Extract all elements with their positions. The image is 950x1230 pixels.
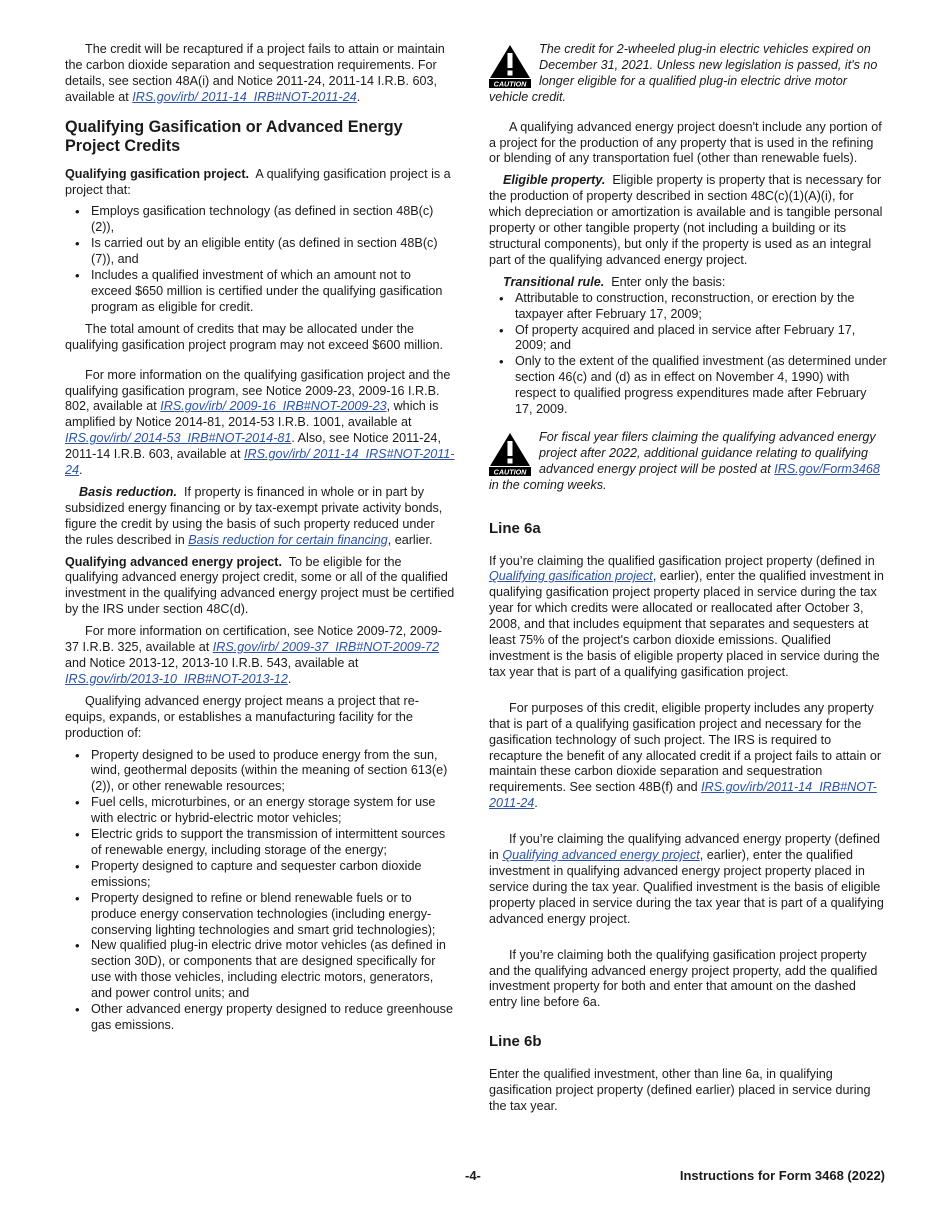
means-list [65, 748, 455, 1034]
list-item: • Includes a qualified investment of which an amount not to exceed $650 million is certified under the qualifying gasification program as eligible for credit. [65, 268, 455, 316]
list-item: • Electric grids to support the transmission of intermittent sources of renewable energy, including storage of the energy; [65, 827, 455, 859]
transitional-paragraph: Transitional rule. Enter only the basis: [503, 274, 726, 289]
list-item: • Other advanced energy property designed to reduce greenhouse gas emissions. [65, 1002, 455, 1034]
advanced-energy-paragraph: If you’re claiming the qualifying advanced energy property (defined in Qualifying advanced energy project, earlier), enter the qualified investment in qualifying advanced energy project property placed in service during the tax year. Qualified investment is the basis of eligible property placed in service during the tax year that is part of a qualifying advanced energy project. [489, 832, 884, 926]
link-notice-2011-24-c[interactable]: IRS.gov/irb/2011-14_IRB#NOT-2011-24 [489, 780, 877, 811]
caution-icon [489, 432, 531, 476]
eligible-run-in-head: Eligible property. [503, 173, 606, 188]
list-item: • Attributable to construction, reconstruction, or erection by the taxpayer after February 17, 2009; [489, 291, 887, 323]
qaep-paragraph: Qualifying advanced energy project. To be eligible for the qualifying advanced energy project credit, some or all of the qualified investment in the qualifying advanced energy project must be certified by the IRS under section 48C(d). [65, 554, 455, 617]
purposes-paragraph: For purposes of this credit, eligible property includes any property that is part of a qualifying gasification project and necessary for the gasification technology of such project. The IRS is required to recapture the benefit of any allocated credit if a project fails to attain or maintain these carbon dioxide separation and sequestration requirements. See section 48B(f) and IRS.gov/irb/2011-14_IRB#NOT-2011-24. [489, 700, 882, 811]
line-6a-paragraph: If you’re claiming the qualified gasification project property (defined in Qualifying gasification project, earlier), enter the qualified investment in qualifying gasification project property placed in service during the tax year for which credits were allocated or reallocated after October 3, 2008, and that includes equipment that separates and sequesters at least 75% of the project's carbon dioxide emissions. Qualified investment is the basis of eligible property placed in service during the tax year that is part of a qualifying gasification project. [489, 553, 884, 679]
line-6b-heading: Line 6b [489, 1033, 542, 1051]
form-title: Instructions for Form 3468 (2022) [679, 1168, 885, 1183]
list-item: • Of property acquired and placed in service after February 17, 2009; and [489, 323, 887, 355]
left-column [65, 42, 455, 1040]
caution-box-fiscal: CAUTION For fiscal year filers claiming the qualifying advanced energy project after 2022, additional guidance relating to qualifying advanced energy project will be posted at IRS.gov/Form3468 in the coming weeks. [489, 429, 880, 492]
list-item: • Property designed to be used to produce energy from the sun, wind, geothermal deposits (within the meaning of section 613(e)(2)), or other renewable resources; [65, 748, 455, 796]
link-notice-2014-81[interactable]: IRS.gov/irb/ 2014-53_IRB#NOT-2014-81 [65, 431, 292, 446]
link-notice-2011-24[interactable]: IRS.gov/irb/ 2011-14_IRB#NOT-2011-24 [132, 89, 357, 104]
qaep-run-in-head: Qualifying advanced energy project. [65, 554, 282, 569]
more-info-paragraph: For more information on the qualifying gasification project and the qualifying gasification program, see Notice 2009-23, 2009-16 I.R.B. 802, available at IRS.gov/irb/ 2009-16_IRB#NOT-2009-23, which is amplified by Notice 2014-81, 2014-53 I.R.B. 1001, available at IRS.gov/irb/ 2014-53_IRB#NOT-2014-81. Also, see Notice 2011-24, 2011-14 I.R.B. 603, available at IRS.gov/irb/ 2011-14_IRS#NOT-2011-24. [65, 367, 455, 478]
list-item: • Is carried out by an eligible entity (as defined in section 48B(c)(7)), and [65, 236, 455, 268]
list-item: • New qualified plug-in electric drive motor vehicles (as defined in section 30D), or components that are designed specifically for use with those vehicles, including electric motors, generators, and power control units; and [65, 938, 455, 1002]
list-item: • Fuel cells, microturbines, or an energy storage system for use with electric or hybrid-electric motor vehicles; [65, 795, 455, 827]
right-column [489, 42, 887, 1121]
basis-reduction-paragraph: Basis reduction. If property is financed in whole or in part by subsidized energy financing or by tax-exempt private activity bonds, figure the credit by using the basis of such property reduced under the rules described in Basis reduction for certain financing, earlier. [65, 484, 443, 547]
link-notice-2013-12[interactable]: IRS.gov/irb/2013-10_IRB#NOT-2013-12 [65, 671, 288, 686]
link-notice-2011-24-b[interactable]: IRS.gov/irb/ 2011-14_IRS#NOT-2011-24 [65, 447, 455, 478]
page-footer [65, 1168, 885, 1186]
link-qualifying-advanced[interactable]: Qualifying advanced energy project [502, 848, 700, 863]
caution-text: The credit for 2-wheeled plug-in electric vehicles expired on December 31, 2021. Unless new legislation is passed, it's no longer eligible for a qualified plug-in electric drive motor vehicle credit. [489, 42, 878, 104]
line-6b-paragraph: Enter the qualified investment, other than line 6a, in qualifying gasification project property (defined earlier) placed in service during the tax year. [489, 1067, 871, 1114]
recapture-paragraph: The credit will be recaptured if a project fails to attain or maintain the carbon dioxide separation and sequestration requirements. For details, see section 48A(i) and Notice 2011-24, 2011-14 I.R.B. 603, available at IRS.gov/irb/ 2011-14_IRB#NOT-2011-24. [65, 42, 445, 104]
list-item: • Property designed to refine or blend renewable fuels or to produce energy conservation technologies (including energy-conserving lighting technologies and smart grid technologies); [65, 891, 455, 939]
total-amount-paragraph: The total amount of credits that may be allocated under the qualifying gasification project program may not exceed $600 million. [65, 321, 444, 352]
link-form-3468[interactable]: IRS.gov/Form3468 [774, 461, 880, 476]
link-qualifying-gasification[interactable]: Qualifying gasification project [489, 569, 653, 584]
page-number: -4- [465, 1168, 481, 1183]
qgp-run-in-head: Qualifying gasification project. [65, 166, 250, 181]
certification-paragraph: For more information on certification, see Notice 2009-72, 2009-37 I.R.B. 325, available at IRS.gov/irb/ 2009-37_IRB#NOT-2009-72 and Notice 2013-12, 2013-10 I.R.B. 543, available at IRS.gov/irb/2013-10_IRB#NOT-2013-12. [65, 624, 443, 686]
list-item: • Only to the extent of the qualified investment (as determined under section 46(c) and (d) as in effect on November 4, 1990) with respect to qualified progress expenditures made after February 17, 2009. [489, 354, 887, 418]
not-include-paragraph: A qualifying advanced energy project doesn't include any portion of a project for the production of any property that is used in the refining or blending of any transportation fuel (other than renewable fuels). [489, 119, 882, 166]
caution-box-ev [489, 42, 887, 106]
caution-icon [489, 44, 531, 88]
caution-label: CAUTION [493, 467, 527, 476]
transitional-run-in-head: Transitional rule. [503, 274, 605, 289]
line-6a-heading: Line 6a [489, 519, 541, 537]
link-notice-2009-72[interactable]: IRS.gov/irb/ 2009-37_IRB#NOT-2009-72 [212, 640, 440, 655]
list-item: • Employs gasification technology (as defined in section 48B(c)(2)), [65, 204, 455, 236]
section-heading: Qualifying Gasification or Advanced Energy Project Credits [65, 117, 403, 156]
qgp-paragraph: Qualifying gasification project. A qualifying gasification project is a project that: [65, 166, 451, 197]
transitional-list [489, 291, 887, 418]
link-basis-reduction[interactable]: Basis reduction for certain financing [188, 532, 388, 547]
qgp-list [65, 204, 455, 315]
basis-run-in-head: Basis reduction. [79, 484, 177, 499]
link-notice-2009-23[interactable]: IRS.gov/irb/ 2009-16_IRB#NOT-2009-23 [160, 399, 387, 414]
list-item: • Property designed to capture and sequester carbon dioxide emissions; [65, 859, 455, 891]
eligible-property-paragraph: Eligible property. Eligible property is property that is necessary for the production of property described in section 48C(c)(1)(A)(i), for which depreciation or amortization is available and is tangible personal property or other tangible property (not including a building or its structural components), but only if the property is used as an integral part of the qualifying advanced energy project. [489, 173, 883, 267]
means-paragraph: Qualifying advanced energy project means a project that re-equips, expands, or establishes a manufacturing facility for the production of: [65, 693, 419, 740]
both-paragraph: If you’re claiming both the qualifying gasification project property and the qualifying advanced energy project property, add the qualified investment property for both and enter that amount on the dashed entry line before 6a. [489, 947, 878, 1010]
caution-label: CAUTION [493, 79, 527, 88]
